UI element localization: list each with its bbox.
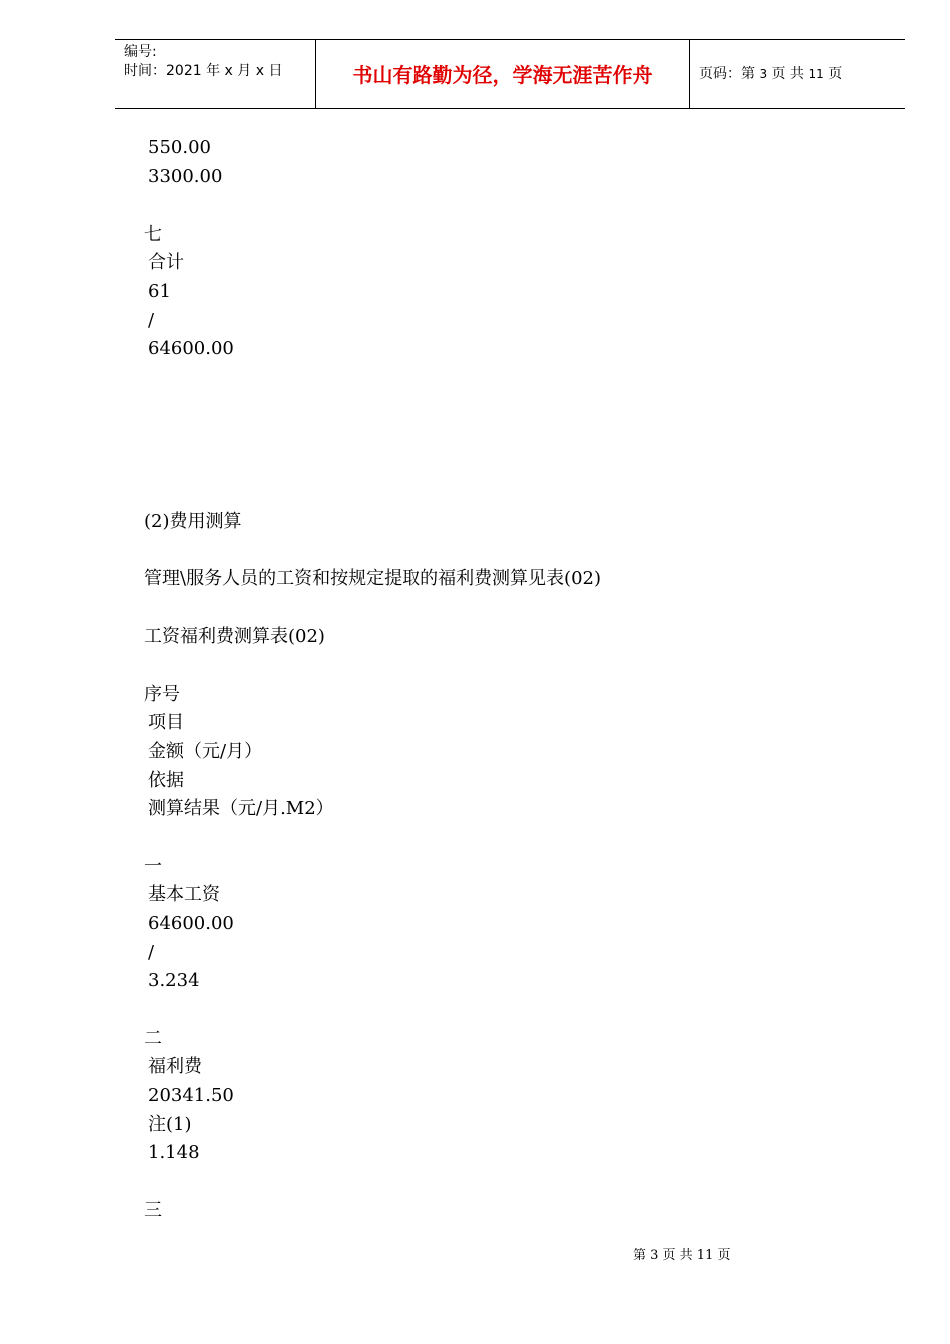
text-line: 3300.00: [148, 166, 223, 187]
section-heading: (2)费用测算: [144, 511, 242, 532]
table-header-cell: 项目: [148, 712, 184, 733]
table-header-cell: 序号: [144, 684, 180, 705]
page-footer: 第 3 页 共 11 页: [633, 1248, 731, 1263]
table-cell: 福利费: [148, 1056, 202, 1077]
page-current: 3: [759, 67, 768, 81]
header-page-cell: [690, 40, 905, 108]
header-motto-cell: [316, 40, 690, 108]
table-cell: 二: [144, 1028, 162, 1049]
table-cell: 20341.50: [148, 1085, 234, 1106]
table-header-cell: 依据: [148, 770, 184, 791]
page-mid: 页 共: [771, 66, 804, 82]
text-line: 61: [148, 281, 171, 302]
table-cell: 3.234: [148, 970, 200, 991]
header-meta-cell: [115, 40, 316, 108]
text-line: /: [148, 310, 155, 331]
header-page-indicator: [699, 65, 842, 83]
table-cell: 基本工资: [148, 884, 220, 905]
text-line: 七: [144, 224, 162, 245]
page-header: [115, 39, 905, 109]
table-title: 工资福利费测算表(02): [144, 626, 325, 647]
page-suffix: 页: [828, 66, 843, 82]
table-header-cell: 金额（元/月）: [148, 741, 263, 762]
text-line: 64600.00: [148, 338, 234, 359]
table-cell: 1.148: [148, 1142, 200, 1163]
header-motto: 书山有路勤为径，学海无涯苦作舟: [352, 63, 653, 87]
document-number-label: 编号:: [124, 44, 157, 60]
table-cell: 注(1): [148, 1114, 192, 1135]
table-cell: 64600.00: [148, 913, 234, 934]
table-cell: /: [148, 942, 155, 963]
table-cell: 一: [144, 856, 162, 877]
paragraph: 管理\服务人员的工资和按规定提取的福利费测算见表(02): [144, 568, 602, 589]
page-prefix: 页码：第: [699, 66, 755, 82]
table-header-cell: 测算结果（元/月.M2）: [148, 798, 334, 819]
page-total: 11: [808, 67, 824, 81]
table-cell: 三: [144, 1200, 162, 1221]
text-line: 合计: [148, 252, 184, 273]
document-time-label: 时间：2021 年 x 月 x 日: [124, 63, 283, 79]
text-line: 550.00: [148, 137, 211, 158]
